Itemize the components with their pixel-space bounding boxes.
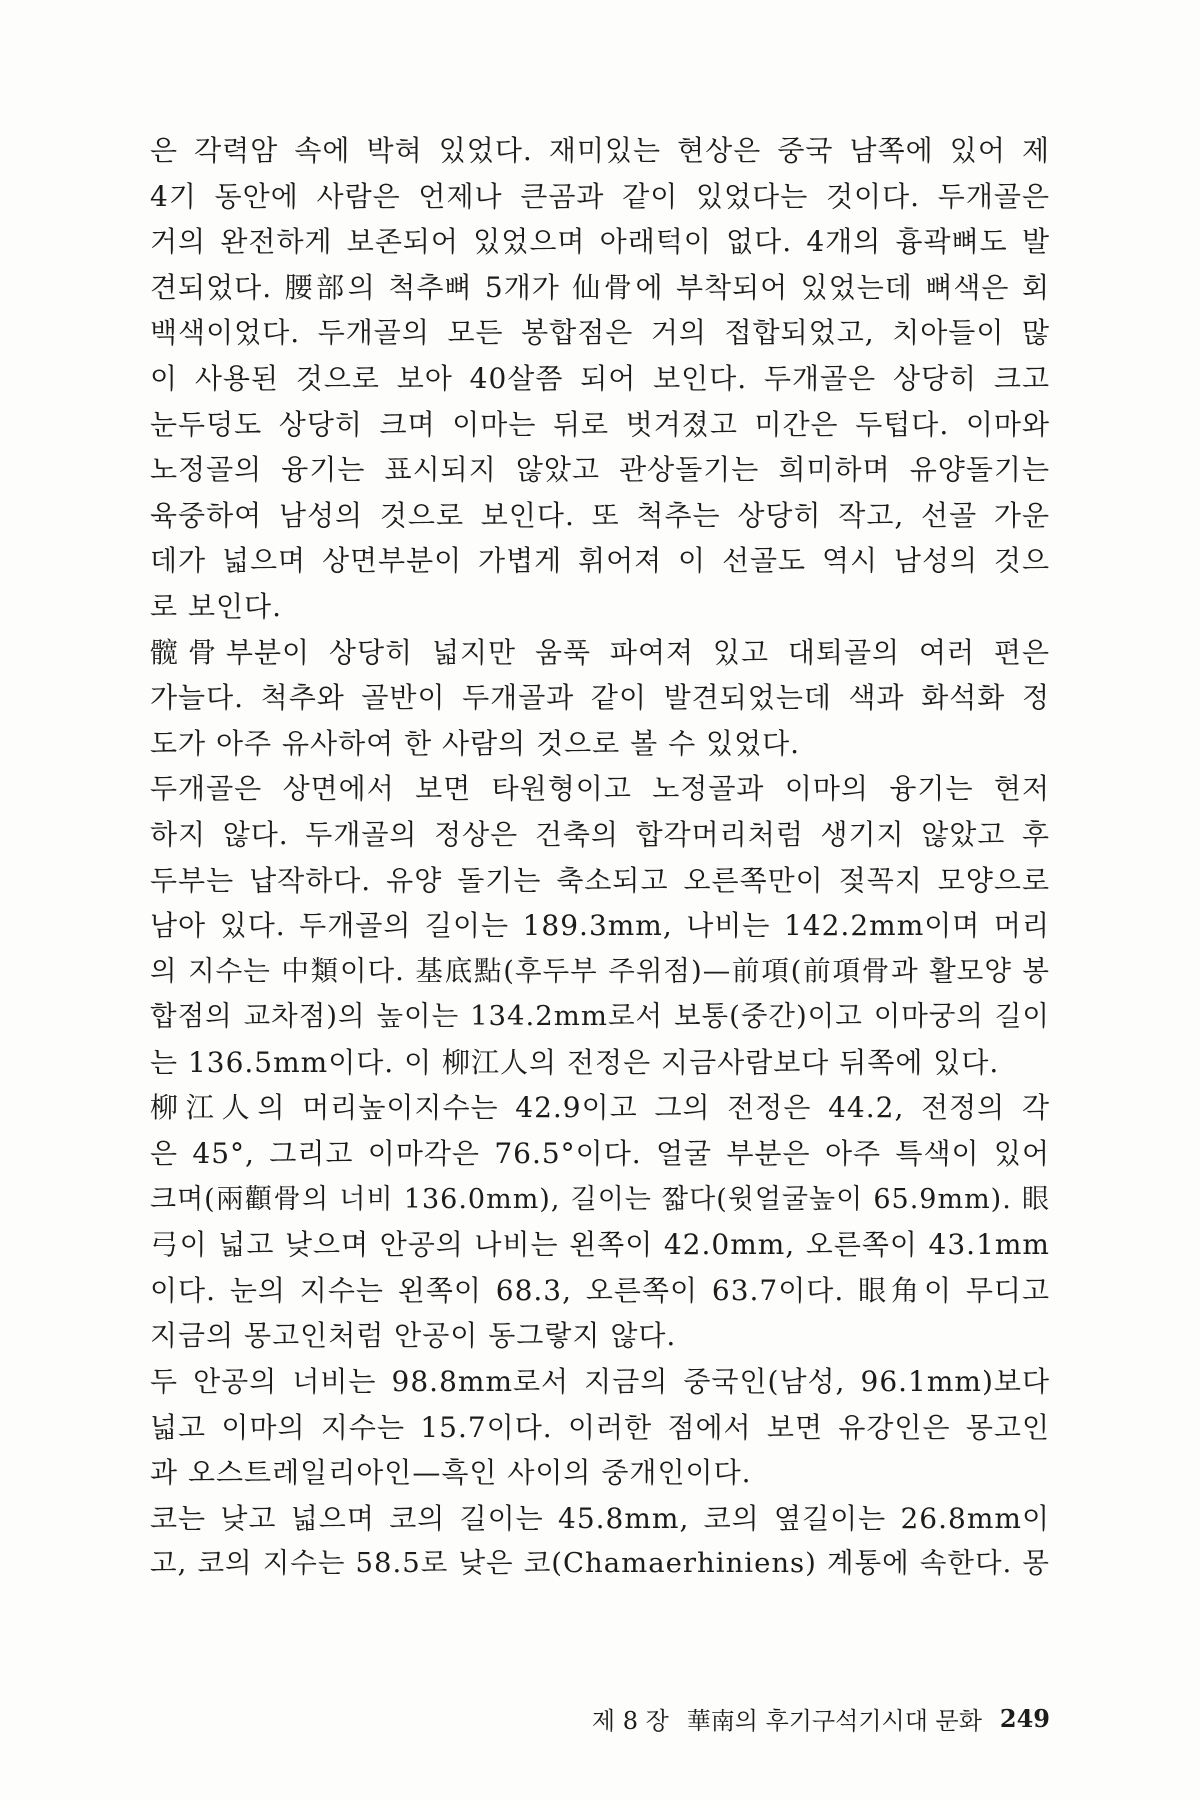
text-line: 이 사용된 것으로 보아 40살쯤 되어 보인다. 두개골은 상당히 크고 xyxy=(150,361,1050,395)
text-line: 고, 코의 지수는 58.5로 낮은 코(Chamaerhiniens) 계통에 속한다. 몽 xyxy=(150,1547,1050,1580)
text-line: 데가 넓으며 상면부분이 가볍게 휘어져 이 선골도 역시 남성의 것으 xyxy=(150,544,1050,578)
text-line: 은 각력암 속에 박혀 있었다. 재미있는 현상은 중국 남쪽에 있어 제 xyxy=(150,134,1050,167)
text-line: 柳江人의 머리높이지수는 42.9이고 그의 전정은 44.2, 전정의 각 xyxy=(150,1091,1050,1125)
text-line: 육중하여 남성의 것으로 보인다. 또 척추는 상당히 작고, 선골 가운 xyxy=(150,498,1050,532)
text-line: 두개골은 상면에서 보면 타원형이고 노정골과 이마의 융기는 현저 xyxy=(150,772,1050,806)
text-line: 합점의 교차점)의 높이는 134.2mm로서 보통(중간)이고 이마궁의 길이 xyxy=(150,1000,1050,1033)
text-line: 은 45°, 그리고 이마각은 76.5°이다. 얼굴 부분은 아주 특색이 있어 xyxy=(150,1137,1050,1171)
text-line: 가늘다. 척추와 골반이 두개골과 같이 발견되었는데 색과 화석화 정 xyxy=(150,681,1050,715)
text-line: 弓이 넓고 낮으며 안공의 나비는 왼쪽이 42.0mm, 오른쪽이 43.1mm xyxy=(150,1228,1050,1262)
text-line: 하지 않다. 두개골의 정상은 건축의 합각머리처럼 생기지 않았고 후 xyxy=(150,817,1050,851)
text-line: 코는 낮고 넓으며 코의 길이는 45.8mm, 코의 옆길이는 26.8mm이 xyxy=(150,1501,1050,1535)
body-text xyxy=(150,128,1050,1587)
chapter-label: 제 8 장 xyxy=(591,1706,669,1735)
text-line: 이다. 눈의 지수는 왼쪽이 68.3, 오른쪽이 63.7이다. 眼角이 무디고 xyxy=(150,1273,1050,1307)
text-line: 견되었다. 腰部의 척추뼈 5개가 仙骨에 부착되어 있었는데 뼈색은 회 xyxy=(150,270,1050,304)
text-line: 백색이었다. 두개골의 모든 봉합점은 거의 접합되었고, 치아들이 많 xyxy=(150,316,1050,350)
text-line: 남아 있다. 두개골의 길이는 189.3mm, 나비는 142.2mm이며 머리 xyxy=(150,909,1050,943)
text-line: 넓고 이마의 지수는 15.7이다. 이러한 점에서 보면 유강인은 몽고인 xyxy=(150,1410,1050,1444)
text-line: 크며(兩顴骨의 너비 136.0mm), 길이는 짧다(윗얼굴높이 65.9mm). 眼 xyxy=(150,1183,1050,1215)
text-line: 두부는 납작하다. 유양 돌기는 축소되고 오른쪽만이 젖꼭지 모양으로 xyxy=(150,863,1050,897)
page-number: 249 xyxy=(999,1703,1050,1733)
text-line: 지금의 몽고인처럼 안공이 동그랗지 않다. xyxy=(150,1319,677,1353)
text-line: 과 오스트레일리아인—흑인 사이의 중개인이다. xyxy=(150,1456,752,1490)
running-footer xyxy=(510,1698,1050,1738)
text-line: 두 안공의 너비는 98.8mm로서 지금의 중국인(남성, 96.1mm)보다 xyxy=(150,1365,1050,1399)
text-line: 눈두덩도 상당히 크며 이마는 뒤로 벗겨졌고 미간은 두텁다. 이마와 xyxy=(150,407,1050,441)
text-line: 도가 아주 유사하여 한 사람의 것으로 볼 수 있었다. xyxy=(150,726,801,760)
text-line: 의 지수는 中類이다. 基底點(후두부 주위점)—前項(前項骨과 활모양 봉 xyxy=(150,954,1050,987)
chapter-title: 華南의 후기구석기시대 문화 xyxy=(686,1706,982,1735)
text-line: 거의 완전하게 보존되어 있었으며 아래턱이 없다. 4개의 흉곽뼈도 발 xyxy=(150,225,1050,259)
text-line: 4기 동안에 사람은 언제나 큰곰과 같이 있었다는 것이다. 두개골은 xyxy=(150,179,1050,213)
text-line: 는 136.5mm이다. 이 柳江人의 전정은 지금사람보다 뒤쪽에 있다. xyxy=(150,1045,1000,1079)
text-line: 노정골의 융기는 표시되지 않았고 관상돌기는 희미하며 유양돌기는 xyxy=(150,453,1050,487)
text-line: 로 보인다. xyxy=(150,589,282,623)
text-line: 髋骨부분이 상당히 넓지만 움푹 파여져 있고 대퇴골의 여러 편은 xyxy=(150,635,1050,669)
